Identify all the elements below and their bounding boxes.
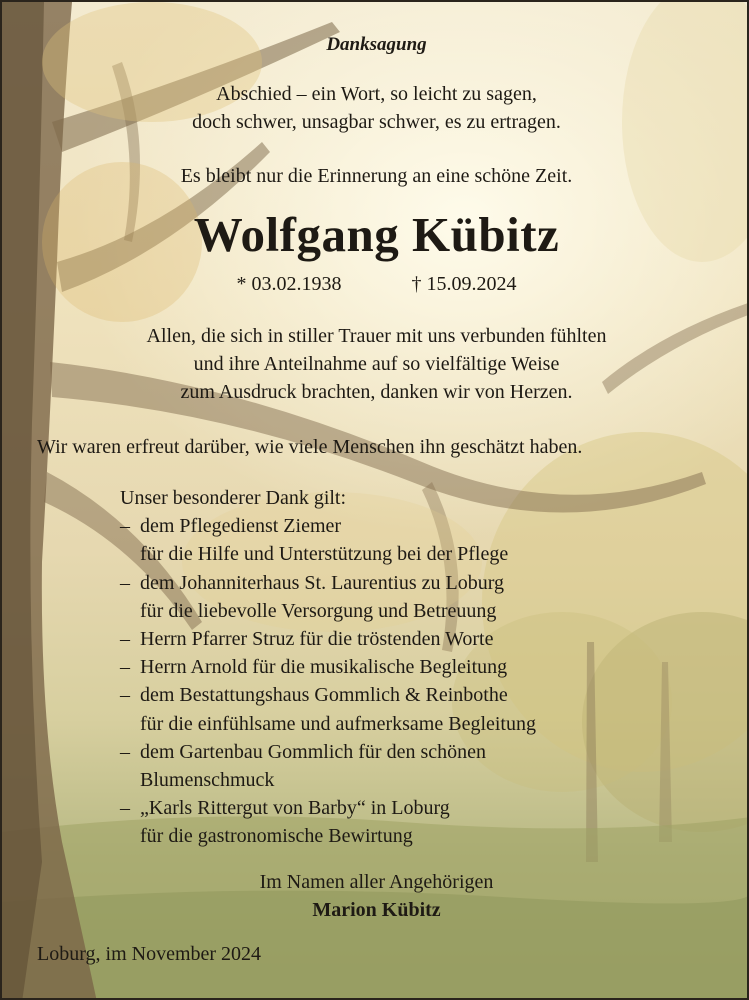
obituary-text: [2, 2, 749, 1000]
list-item-text: Herrn Arnold für die musikalische Begleitung: [140, 656, 508, 679]
verse-line: doch schwer, unsagbar schwer, es zu ertragen.: [192, 111, 561, 133]
dash: –: [120, 628, 130, 651]
dash: –: [120, 797, 130, 820]
list-item: [120, 569, 536, 597]
death-date: † 15.09.2024: [411, 273, 517, 295]
list-item-text: „Karls Rittergut von Barby“ in Loburg: [140, 797, 450, 820]
place-date: Loburg, im November 2024: [37, 943, 262, 965]
life-dates: [2, 273, 749, 296]
list-item: [120, 625, 536, 653]
list-item: [120, 512, 536, 540]
thanks-line: zum Ausdruck brachten, danken wir von Herzen.: [180, 381, 573, 403]
deceased-name: Wolfgang Kübitz: [193, 207, 560, 262]
dash: –: [120, 740, 130, 763]
birth-date: * 03.02.1938: [236, 273, 342, 295]
list-intro: Unser besonderer Dank gilt:: [120, 487, 347, 509]
verse-line: Abschied – ein Wort, so leicht zu sagen,: [216, 83, 537, 105]
list-item-continuation: für die einfühlsame und aufmerksame Begleitung: [140, 712, 536, 735]
appreciation-line: Wir waren erfreut darüber, wie viele Menschen ihn geschätzt haben.: [37, 436, 583, 458]
signer-name: Marion Kübitz: [312, 899, 441, 921]
verse: [2, 80, 749, 136]
closing: [2, 868, 749, 924]
list-item-continuation: Blumenschmuck: [140, 769, 275, 792]
dash: –: [120, 684, 130, 707]
list-item: [120, 653, 536, 681]
dash: –: [120, 515, 130, 538]
list-item-text: dem Pflegedienst Ziemer: [140, 515, 342, 538]
memory-line: Es bleibt nur die Erinnerung an eine schöne Zeit.: [180, 165, 573, 187]
dash: –: [120, 571, 130, 594]
list-item-text: Herrn Pfarrer Struz für die tröstenden Worte: [140, 628, 494, 651]
thanks-line: Allen, die sich in stiller Trauer mit uns verbunden fühlten: [146, 325, 607, 347]
dash: –: [120, 656, 130, 679]
thanks-paragraph: [2, 322, 749, 406]
list-item: [120, 738, 536, 766]
closing-line: Im Namen aller Angehörigen: [259, 871, 494, 893]
list-item-continuation: für die liebevolle Versorgung und Betreuung: [140, 599, 497, 622]
list-item: [120, 681, 536, 709]
special-thanks-list: [120, 484, 536, 851]
list-item-continuation: für die gastronomische Bewirtung: [140, 825, 413, 848]
thanks-line: und ihre Anteilnahme auf so vielfältige Weise: [193, 353, 560, 375]
heading: Danksagung: [326, 34, 427, 55]
list-item-continuation: für die Hilfe und Unterstützung bei der Pflege: [140, 543, 509, 566]
list-item-text: dem Bestattungshaus Gommlich & Reinbothe: [140, 684, 508, 707]
list-item-text: dem Gartenbau Gommlich für den schönen: [140, 740, 487, 763]
list-item-text: dem Johanniterhaus St. Laurentius zu Loburg: [140, 571, 505, 594]
list-item: [120, 794, 536, 822]
